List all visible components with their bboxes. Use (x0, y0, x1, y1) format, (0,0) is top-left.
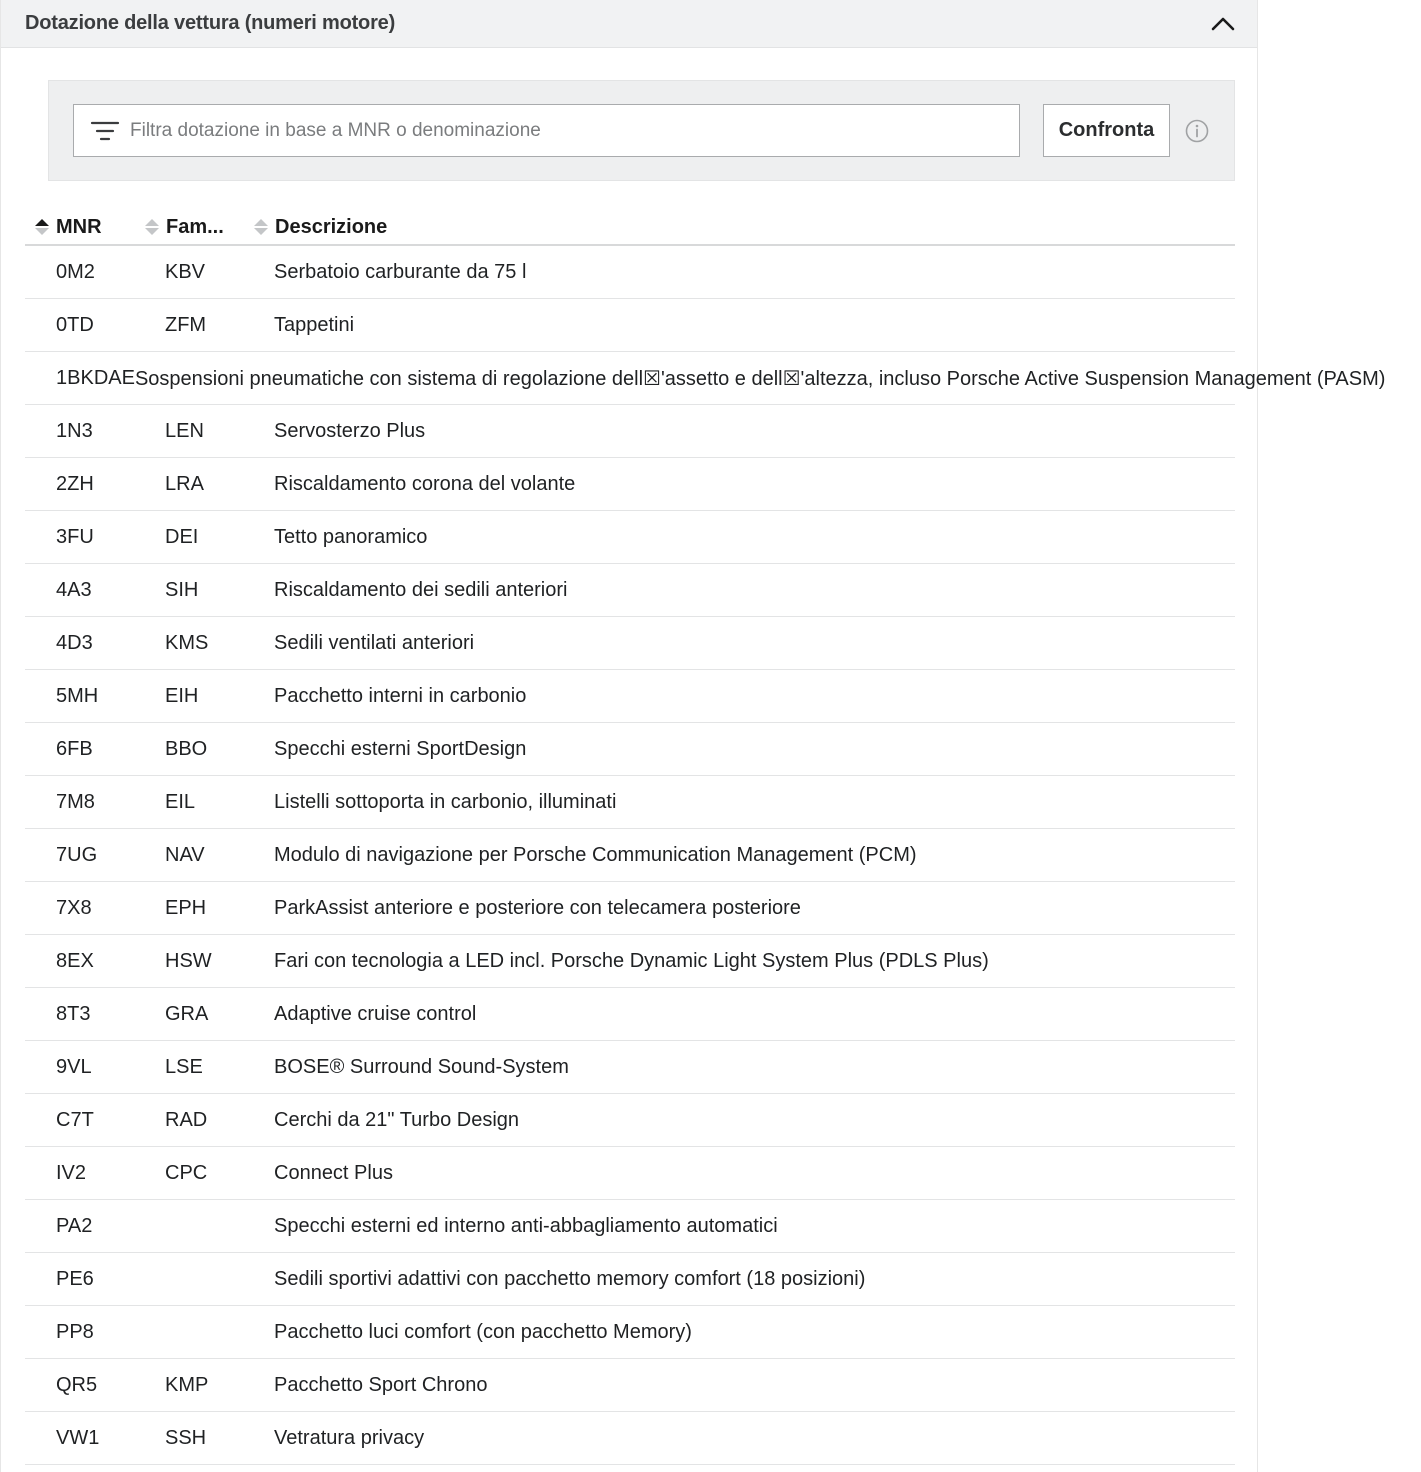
search-field[interactable] (73, 104, 1020, 157)
cell-family: EPH (165, 896, 207, 919)
cell-family: GRA (165, 1002, 209, 1025)
cell-family: SIH (165, 578, 199, 601)
cell-family: KBV (165, 260, 206, 283)
panel-header[interactable] (1, 0, 1257, 48)
cell-description: Riscaldamento corona del volante (274, 472, 576, 495)
cell-family: RAD (165, 1108, 208, 1131)
cell-description: Tetto panoramico (274, 525, 428, 548)
cell-family: NAV (165, 843, 205, 866)
cell-family: LEN (165, 419, 204, 442)
cell-family: CPC (165, 1161, 208, 1184)
cell-description: Sedili sportivi adattivi con pacchetto memory comfort (18 posizioni) (274, 1267, 866, 1290)
cell-mnr: QR5 (56, 1373, 98, 1396)
cell-description: Pacchetto luci comfort (con pacchetto Memory) (274, 1320, 692, 1343)
cell-description: BOSE® Surround Sound-System (274, 1055, 569, 1078)
chevron-up-icon[interactable] (1209, 10, 1237, 38)
cell-mnr: VW1 (56, 1426, 100, 1449)
table-row[interactable] (25, 1253, 1235, 1306)
cell-family: KMS (165, 631, 209, 654)
table-row[interactable] (25, 1359, 1235, 1412)
cell-description: Pacchetto Sport Chrono (274, 1373, 488, 1396)
table-row[interactable] (25, 617, 1235, 670)
cell-description: ParkAssist anteriore e posteriore con telecamera posteriore (274, 896, 801, 919)
cell-family: EIL (165, 790, 196, 813)
table-row[interactable] (25, 723, 1235, 776)
cell-description: Listelli sottoporta in carbonio, illuminati (274, 790, 617, 813)
table-row[interactable] (25, 1041, 1235, 1094)
cell-mnr: 0TD (56, 313, 94, 336)
column-header-description[interactable] (253, 210, 1235, 244)
table-row[interactable] (25, 935, 1235, 988)
cell-description: Servosterzo Plus (274, 419, 426, 442)
cell-mnr: 6FB (56, 737, 93, 760)
cell-mnr: PP8 (56, 1320, 94, 1343)
info-icon[interactable] (1185, 119, 1209, 143)
table-row[interactable] (25, 776, 1235, 829)
table-row[interactable] (25, 1094, 1235, 1147)
cell-description: Connect Plus (274, 1161, 393, 1184)
table-row[interactable] (25, 564, 1235, 617)
cell-description: Pacchetto interni in carbonio (274, 684, 527, 707)
cell-family: DEI (165, 525, 199, 548)
column-header-family[interactable] (144, 210, 253, 244)
cell-mnr: IV2 (56, 1161, 87, 1184)
cell-mnr: PE6 (56, 1267, 94, 1290)
cell-mnr: 4A3 (56, 578, 92, 601)
cell-description: Cerchi da 21" Turbo Design (274, 1108, 520, 1131)
cell-mnr: C7T (56, 1108, 94, 1131)
table-row[interactable] (25, 882, 1235, 935)
cell-description: Specchi esterni SportDesign (274, 737, 527, 760)
table-row[interactable] (25, 299, 1235, 352)
table-body (25, 246, 1386, 1465)
table-row[interactable] (25, 829, 1235, 882)
cell-family: BBO (165, 737, 208, 760)
cell-description: Modulo di navigazione per Porsche Communication Management (PCM) (274, 843, 917, 866)
column-label: Fam... (166, 215, 224, 238)
cell-family: KMP (165, 1373, 209, 1396)
cell-mnr: 2ZH (56, 472, 94, 495)
cell-description: Specchi esterni ed interno anti-abbagliamento automatici (274, 1214, 778, 1237)
table-row[interactable] (25, 246, 1235, 299)
table-row[interactable] (25, 1306, 1235, 1359)
column-label: Descrizione (275, 215, 388, 238)
cell-mnr: 5MH (56, 684, 99, 707)
table-row[interactable] (25, 988, 1235, 1041)
cell-family: LRA (165, 472, 204, 495)
cell-mnr: 7X8 (56, 896, 92, 919)
table-row[interactable] (25, 1147, 1235, 1200)
cell-family: HSW (165, 949, 212, 972)
cell-mnr: PA2 (56, 1214, 93, 1237)
cell-description: Vetratura privacy (274, 1426, 425, 1449)
cell-mnr: 4D3 (56, 631, 93, 654)
table-header (25, 210, 1235, 246)
table-row[interactable] (25, 511, 1235, 564)
table-row[interactable] (25, 405, 1235, 458)
column-header-mnr[interactable] (25, 210, 144, 244)
column-label: MNR (56, 215, 102, 238)
cell-description: Sedili ventilati anteriori (274, 631, 475, 654)
cell-mnr: 7UG (56, 843, 98, 866)
cell-family: DAE (93, 366, 135, 389)
sort-icon (253, 217, 269, 237)
cell-description: Sospensioni pneumatiche con sistema di regolazione dell☒'assetto e dell☒'altezza, incluso Porsche Active Suspension Management (PASM) (134, 367, 1386, 390)
cell-mnr: 8EX (56, 949, 94, 972)
cell-mnr: 8T3 (56, 1002, 91, 1025)
filter-toolbar (48, 80, 1235, 181)
cell-family: ZFM (165, 313, 207, 336)
search-input[interactable] (130, 105, 1019, 156)
table-row[interactable] (25, 458, 1235, 511)
table-row[interactable] (25, 670, 1235, 723)
panel-title: Dotazione della vettura (numeri motore) (25, 12, 396, 34)
cell-mnr: 0M2 (56, 260, 95, 283)
cell-description: Riscaldamento dei sedili anteriori (274, 578, 568, 601)
cell-family: LSE (165, 1055, 203, 1078)
cell-mnr: 3FU (56, 525, 94, 548)
cell-family: SSH (165, 1426, 207, 1449)
cell-mnr: 1N3 (56, 419, 93, 442)
table-row[interactable] (25, 1412, 1235, 1465)
cell-mnr: 9VL (56, 1055, 92, 1078)
cell-description: Serbatoio carburante da 75 l (274, 260, 527, 283)
filter-icon (90, 119, 120, 143)
cell-mnr: 1BK (56, 366, 94, 389)
table-row[interactable] (25, 352, 1386, 405)
table-row[interactable] (25, 1200, 1235, 1253)
sort-ascending-icon (34, 217, 50, 237)
sort-icon (144, 217, 160, 237)
equipment-table (25, 210, 1386, 1465)
cell-description: Adaptive cruise control (274, 1002, 477, 1025)
cell-mnr: 7M8 (56, 790, 95, 813)
cell-description: Tappetini (274, 313, 355, 336)
compare-button[interactable]: Confronta (1043, 104, 1170, 157)
cell-description: Fari con tecnologia a LED incl. Porsche Dynamic Light System Plus (PDLS Plus) (274, 949, 989, 972)
cell-family: EIH (165, 684, 199, 707)
